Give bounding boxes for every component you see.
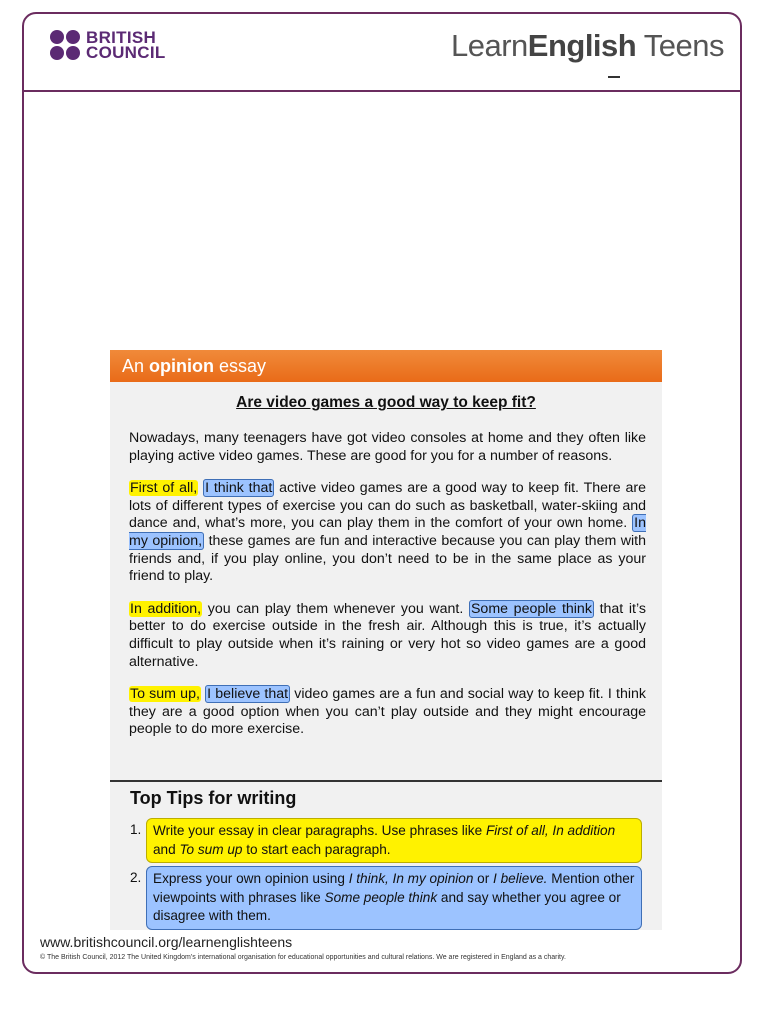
highlight-in-my-opinion: In my opinion,	[129, 515, 646, 549]
logo-teens: Teens	[636, 28, 724, 63]
tip-1-text-a: Write your essay in clear paragraphs. Use phrases like	[153, 823, 486, 838]
learnenglish-teens-logo	[451, 28, 724, 64]
paragraph-3-text-b: that it’s better to do exercise outside in the fresh air. Although this is true, it’s actually difficult to play outside when it’s raining or very hot so video games are a good alternative.	[129, 600, 646, 670]
tip-2-phrase-a: I think, In my opinion	[348, 871, 474, 886]
brand-line-2: COUNCIL	[86, 43, 166, 62]
brand-line-1: BRITISH	[86, 28, 157, 47]
logo-learn: Learn	[450, 28, 528, 63]
highlight-to-sum-up: To sum up,	[130, 686, 200, 703]
tip-2-text-c: Mention other viewpoints with phrases like	[153, 871, 635, 905]
tip-2-number: 2.	[130, 870, 142, 885]
footer-url-link[interactable]: www.britishcouncil.org/learnenglishteens	[40, 934, 293, 950]
logo-english: English	[527, 28, 637, 63]
paragraph-3-text-a: you can play them whenever you want.	[202, 600, 469, 617]
tip-1-phrase-b: To sum up	[179, 841, 243, 857]
tip-1-box	[146, 818, 642, 863]
highlight-in-addition: In addition,	[130, 600, 202, 617]
heading-post: essay	[214, 356, 267, 376]
essay-paragraph-4	[129, 686, 646, 739]
paragraph-2-text-b: these games are fun and interactive because you can play them with friends and, if you play online, you don’t need to be in the same place as your friend to play.	[129, 532, 646, 585]
highlight-i-believe-that: I believe that	[207, 686, 289, 703]
footer-copyright: © The British Council, 2012 The United Kingdom’s international organisation for educational opportunities and cultural relations. We are registered in England as a charity.	[40, 954, 566, 961]
tip-1-number: 1.	[130, 822, 142, 837]
british-council-logo	[50, 30, 166, 60]
tip-1-text-c: to start each paragraph.	[242, 841, 391, 857]
highlight-some-people-think: Some people think	[470, 600, 592, 617]
tip-2-text-b: or	[473, 871, 494, 886]
essay-paragraph-3	[129, 601, 646, 671]
tip-2-phrase-b: I believe.	[493, 871, 548, 886]
tips-title: Top Tips for writing	[130, 788, 297, 808]
paragraph-2-text-a: active video games are a good way to keep fit. There are lots of different types of exercise you can do such as basketball, water-skiing and dance and, what’s more, you can play them in the comfort of your own home.	[129, 480, 646, 532]
paragraph-4-text: video games are a fun and social way to keep fit. I think they are a good option when you can’t play outside and they might encourage people to do more exercise.	[129, 686, 646, 738]
highlight-i-think-that: I think that	[205, 480, 273, 497]
tip-2-box	[146, 866, 642, 930]
tip-2-text-a: Express your own opinion using	[153, 871, 349, 886]
essay-title: Are video games a good way to keep fit?	[236, 394, 536, 411]
header-divider	[22, 90, 742, 92]
essay-heading	[110, 350, 662, 382]
essay-paragraph-1: Nowadays, many teenagers have got video consoles at home and they often like playing active video games. These are good for you for a number of reasons.	[129, 430, 646, 464]
essay-paragraph-2	[129, 480, 646, 586]
top-tips-panel	[110, 782, 662, 930]
tip-1-phrase-a: First of all, In addition	[485, 823, 616, 838]
tip-1-text-b: and	[153, 841, 180, 857]
tip-2-text-d: and say whether you agree or disagree with them.	[153, 889, 621, 923]
logo-underline	[608, 76, 620, 78]
logo-dots-icon	[50, 30, 80, 60]
heading-pre: An	[122, 356, 150, 376]
tip-2-phrase-c: Some people think	[324, 889, 438, 905]
heading-bold: opinion	[149, 356, 215, 376]
highlight-first-of-all: First of all,	[130, 480, 198, 497]
essay-panel	[110, 350, 662, 782]
